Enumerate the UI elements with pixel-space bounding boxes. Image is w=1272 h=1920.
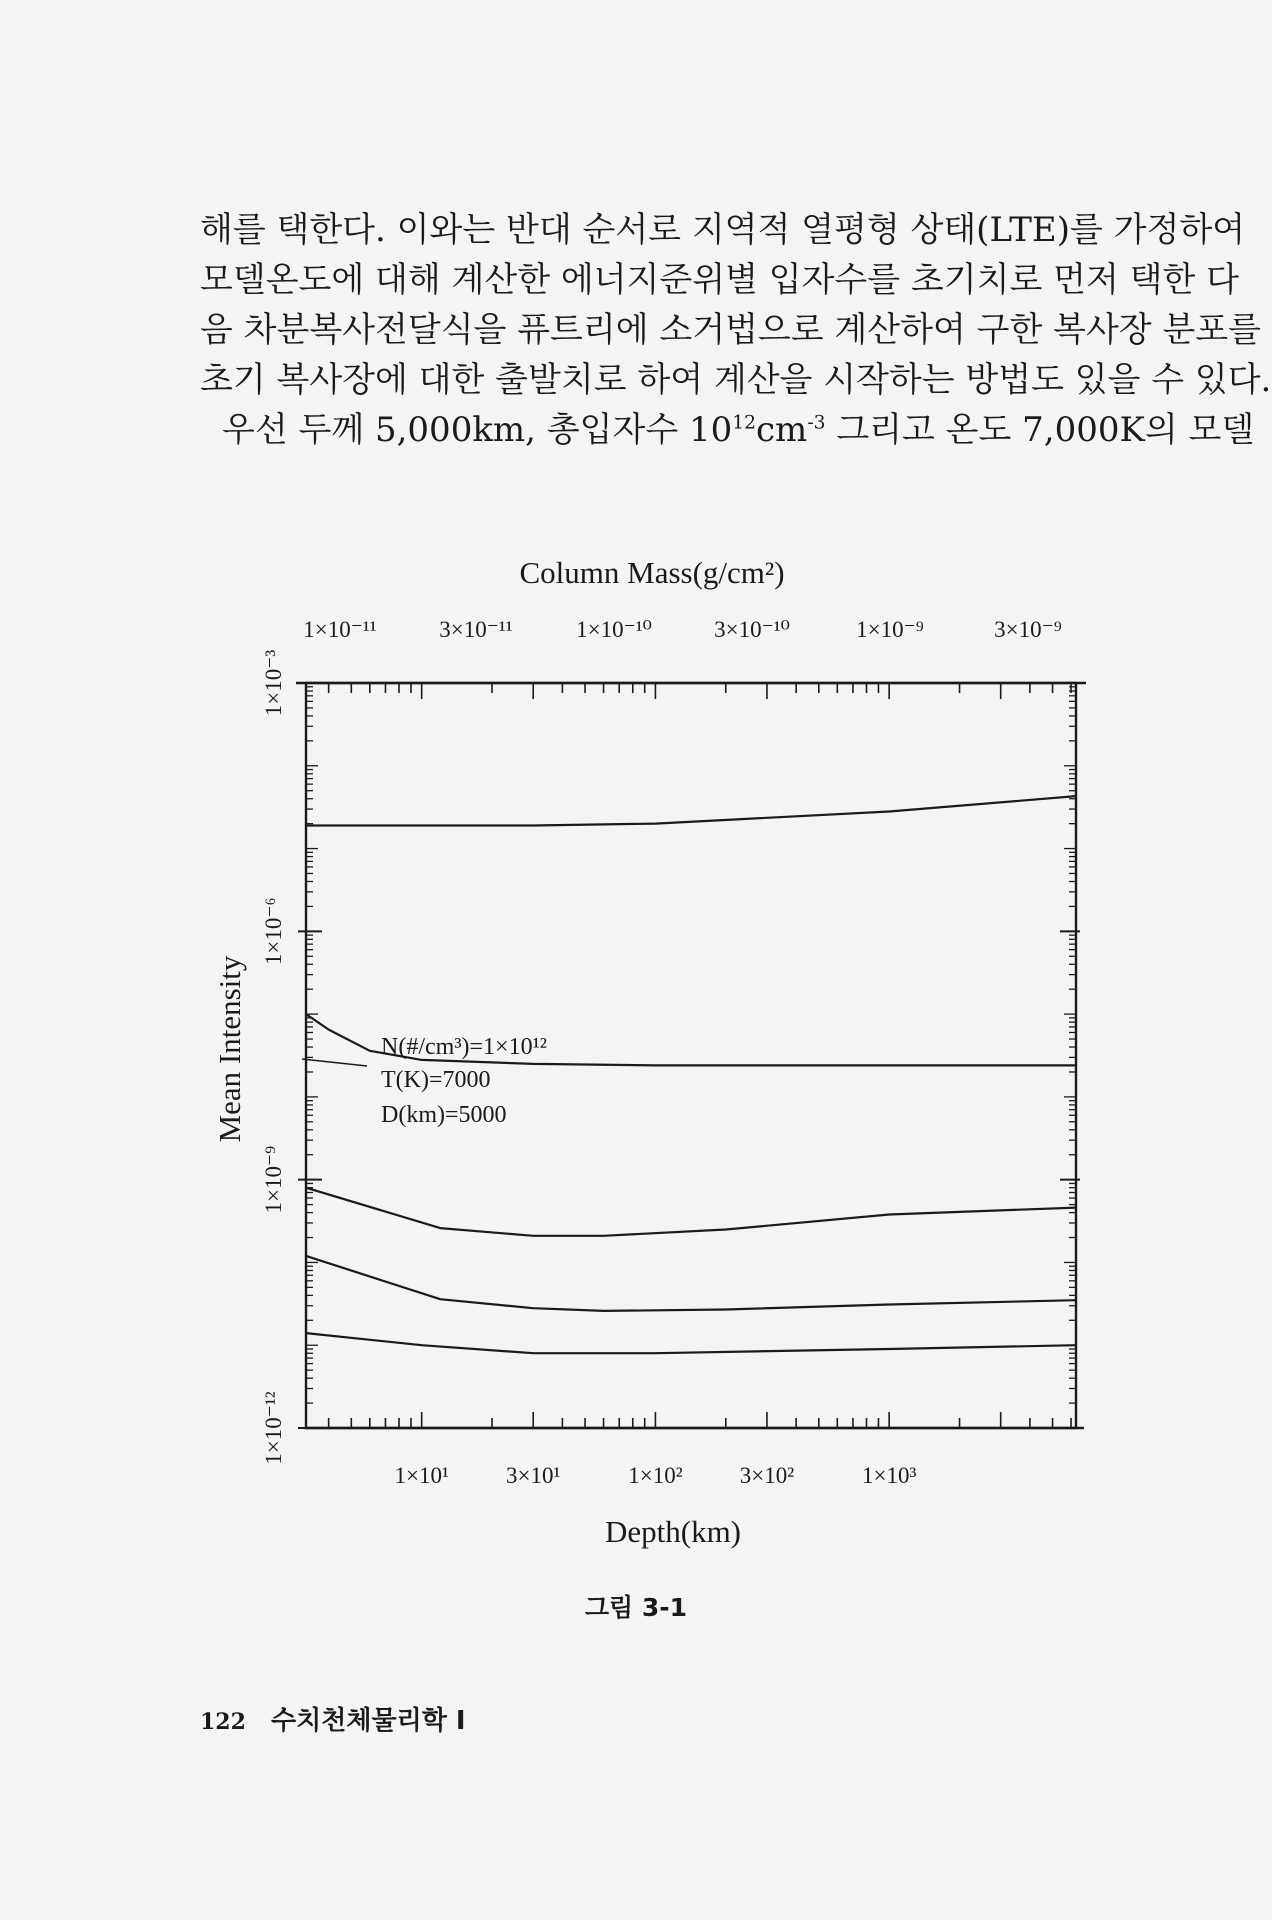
text-line-5-sup2: -3 [807, 412, 826, 434]
series-line-5 [306, 1333, 1076, 1353]
x-tick-label-1: 1×10¹ [394, 1463, 449, 1488]
y-axis-title: Mean Intensity [212, 955, 247, 1143]
page-number: 122 [200, 1709, 246, 1735]
figure-caption: 그림 3-1 [584, 1593, 688, 1622]
x2-axis-title: Column Mass(g/cm²) [519, 555, 785, 590]
page-footer [200, 1700, 466, 1737]
text-line-1: 해를 택한다. 이와는 반대 순서로 지역적 열평형 상태(LTE)를 가정하여 [200, 210, 1246, 250]
x-axis-title: Depth(km) [604, 1514, 742, 1549]
series-line-3 [306, 1188, 1076, 1236]
text-line-3: 음 차분복사전달식을 퓨트리에 소거법으로 계산하여 구한 복사장 분포를 [200, 310, 1261, 350]
x-tick-label-5: 1×10³ [861, 1463, 917, 1488]
annotation-temperature: T(K)=7000 [381, 1067, 491, 1093]
text-line-5-sup1: 12 [732, 412, 757, 434]
x2-tick-label-5: 1×10⁻⁹ [856, 617, 924, 642]
x2-tick-label-4: 3×10⁻¹⁰ [714, 617, 790, 642]
text-line-4: 초기 복사장에 대한 출발치로 하여 계산을 시작하는 방법도 있을 수 있다. [200, 360, 1272, 400]
text-line-2: 모델온도에 대해 계산한 에너지준위별 입자수를 초기치로 먼저 택한 다 [200, 260, 1239, 300]
x2-tick-label-3: 1×10⁻¹⁰ [576, 617, 652, 642]
annotation-depth: D(km)=5000 [381, 1102, 507, 1128]
x-tick-label-3: 1×10² [628, 1463, 683, 1488]
series-line-4 [306, 1256, 1076, 1311]
annotation-leader-line [302, 1059, 367, 1066]
x2-tick-label-1: 1×10⁻¹¹ [303, 617, 377, 642]
book-title: 수치천체물리학 I [271, 1706, 466, 1736]
y-tick-label-2: 1×10⁻⁶ [261, 897, 286, 966]
x2-tick-label-2: 3×10⁻¹¹ [439, 617, 513, 642]
x-tick-label-2: 3×10¹ [506, 1463, 561, 1488]
series-line-1 [306, 796, 1076, 825]
y-tick-label-1: 1×10⁻³ [261, 649, 286, 717]
text-line-5-b: cm [756, 410, 808, 450]
y-tick-label-3: 1×10⁻⁹ [261, 1145, 286, 1214]
x-tick-label-4: 3×10² [739, 1463, 795, 1488]
annotation-density: N(#/cm³)=1×10¹² [381, 1034, 547, 1060]
text-line-5-c: 그리고 온도 7,000K의 모델 [825, 410, 1255, 450]
text-line-5-a: 우선 두께 5,000km, 총입자수 10 [222, 410, 733, 450]
x2-tick-label-6: 3×10⁻⁹ [994, 617, 1062, 642]
y-tick-label-4: 1×10⁻¹² [261, 1391, 286, 1465]
